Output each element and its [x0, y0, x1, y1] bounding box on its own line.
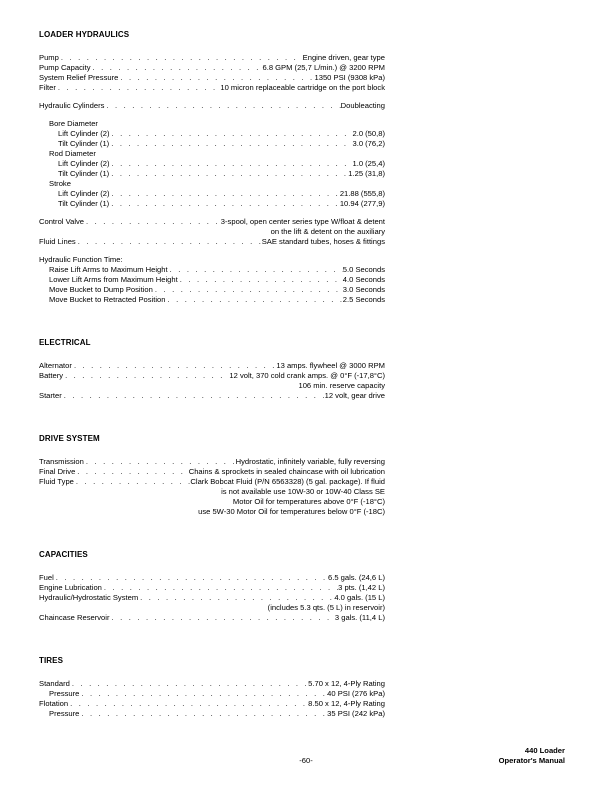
spec-row-standard-tire [39, 679, 385, 689]
leader-dots [76, 237, 262, 247]
spec-label: Lift Cylinder (2) [58, 189, 110, 198]
spec-value: Doubleacting [340, 101, 385, 110]
spec-label: Final Drive [39, 467, 76, 476]
section-heading-capacities: CAPACITIES [39, 550, 88, 559]
subheading-function-time: Hydraulic Function Time: [39, 255, 123, 264]
leader-dots [109, 169, 348, 179]
spec-value: 4.0 Seconds [342, 275, 385, 284]
spec-label: Engine Lubrication [39, 583, 102, 592]
spec-row-filter [39, 83, 385, 93]
spec-row-fuel [39, 573, 385, 583]
leader-dots [59, 53, 303, 63]
leader-dots [104, 101, 340, 111]
spec-value: Clark Bobcat Fluid (P/N 6563328) (5 gal. package). If fluid [190, 477, 385, 486]
spec-value: 2.5 Seconds [342, 295, 385, 304]
spec-row-fluid-type [39, 477, 385, 487]
subheading-rod-diameter: Rod Diameter [49, 149, 96, 158]
spec-row-hydraulic-system [39, 593, 385, 603]
spec-continuation: use 5W-30 Motor Oil for temperatures below 0°F (-18C) [198, 507, 385, 516]
spec-row-relief-pressure [39, 73, 385, 83]
spec-label: Flotation [39, 699, 69, 708]
leader-dots [109, 199, 340, 209]
spec-value: 1.25 (31,8) [348, 169, 385, 178]
spec-label: Transmission [39, 457, 84, 466]
loader-hydraulics-section [39, 53, 385, 305]
spec-label: Raise Lift Arms to Maximum Height [49, 265, 168, 274]
spec-label: Hydraulic/Hydrostatic System [39, 593, 139, 602]
manual-title-line-1: 440 Loader [524, 746, 565, 755]
spec-label: Hydraulic Cylinders [39, 101, 105, 110]
spec-continuation: Motor Oil for temperatures above 0°F (-18°C) [232, 497, 385, 506]
spec-value: 21.88 (555,8) [339, 189, 385, 198]
spec-row-starter [39, 391, 385, 401]
spec-row-battery [39, 371, 385, 381]
spec-value: 6.5 gals. (24,6 L) [328, 573, 385, 582]
spec-value: 40 PSI (276 kPa) [327, 689, 385, 698]
spec-row-pump [39, 53, 385, 63]
spec-row-pump-capacity [39, 63, 385, 73]
leader-dots [84, 217, 221, 227]
leader-dots [109, 613, 334, 623]
spec-row-chaincase [39, 613, 385, 623]
section-heading-electrical: ELECTRICAL [39, 338, 91, 347]
spec-row-fluid-lines [39, 237, 385, 247]
drive-system-section [39, 457, 385, 517]
spec-label: System Relief Pressure [39, 73, 119, 82]
leader-dots [75, 467, 188, 477]
tires-section [39, 679, 385, 719]
spec-label: Move Bucket to Retracted Position [49, 295, 166, 304]
spec-label: Starter [39, 391, 62, 400]
leader-dots [168, 265, 343, 275]
spec-label: Pressure [49, 689, 80, 698]
spec-value: Engine driven, gear type [302, 53, 385, 62]
spec-label: Pump [39, 53, 59, 62]
spec-row-raise-arms [39, 265, 385, 275]
spec-label: Fuel [39, 573, 54, 582]
spec-value: 5.70 x 12, 4-Ply Rating [308, 679, 385, 688]
spec-row-bucket-retract [39, 295, 385, 305]
leader-dots [109, 159, 352, 169]
subheading-stroke: Stroke [49, 179, 71, 188]
spec-row-engine-lubrication [39, 583, 385, 593]
spec-row-bore-tilt [39, 139, 385, 149]
electrical-section [39, 361, 385, 401]
spec-row-lower-arms [39, 275, 385, 285]
leader-dots [109, 139, 352, 149]
spec-row-control-valve [39, 217, 385, 227]
spec-row-rod-tilt [39, 169, 385, 179]
page-number: -60- [299, 756, 313, 765]
spec-value: 13 amps. flywheel @ 3000 RPM [276, 361, 385, 370]
spec-row-flotation-pressure [39, 709, 385, 719]
spec-row-stroke-lift [39, 189, 385, 199]
leader-dots [153, 285, 343, 295]
section-heading-tires: TIRES [39, 656, 64, 665]
spec-value: 3 gals. (11,4 L) [334, 613, 385, 622]
spec-value: 12 volt, gear drive [324, 391, 385, 400]
leader-dots [54, 573, 328, 583]
manual-title-line-2: Operator's Manual [498, 756, 565, 765]
spec-page [39, 30, 385, 719]
leader-dots [178, 275, 343, 285]
spec-value: 3-spool, open center series type W/float & detent [220, 217, 385, 226]
spec-row-transmission [39, 457, 385, 467]
spec-value: 6.8 GPM (25,7 L/min.) @ 3200 RPM [262, 63, 385, 72]
leader-dots [109, 189, 339, 199]
spec-label: Tilt Cylinder (1) [58, 169, 110, 178]
spec-value: 12 volt, 370 cold crank amps. @ 0°F (-17,8°C) [229, 371, 385, 380]
spec-label: Fluid Type [39, 477, 74, 486]
spec-value: 4.0 gals. (15 L) [334, 593, 385, 602]
spec-value: 5.0 Seconds [342, 265, 385, 274]
section-heading-drive-system: DRIVE SYSTEM [39, 434, 100, 443]
spec-row-bucket-dump [39, 285, 385, 295]
spec-row-standard-pressure [39, 689, 385, 699]
spec-label: Lift Cylinder (2) [58, 129, 110, 138]
leader-dots [84, 457, 236, 467]
spec-value: 10 micron replaceable cartridge on the port block [220, 83, 385, 92]
spec-label: Standard [39, 679, 70, 688]
leader-dots [63, 371, 229, 381]
spec-value: 35 PSI (242 kPa) [327, 709, 385, 718]
spec-value: 3 pts. (1,42 L) [338, 583, 385, 592]
spec-label: Chaincase Reservoir [39, 613, 110, 622]
spec-row-final-drive [39, 467, 385, 477]
leader-dots [79, 689, 327, 699]
spec-row-bore-lift [39, 129, 385, 139]
subheading-bore-diameter: Bore Diameter [49, 119, 98, 128]
leader-dots [102, 583, 338, 593]
spec-value: 2.0 (50,8) [352, 129, 385, 138]
spec-continuation: 106 min. reserve capacity [298, 381, 385, 390]
section-heading-loader-hydraulics: LOADER HYDRAULICS [39, 30, 130, 39]
spec-continuation: on the lift & detent on the auxiliary [270, 227, 385, 236]
spec-label: Battery [39, 371, 64, 380]
leader-dots [109, 129, 352, 139]
spec-label: Pump Capacity [39, 63, 91, 72]
capacities-section [39, 573, 385, 623]
spec-value: SAE standard tubes, hoses & fittings [261, 237, 385, 246]
leader-dots [70, 679, 308, 689]
leader-dots [72, 361, 276, 371]
leader-dots [138, 593, 334, 603]
spec-value: Hydrostatic, infinitely variable, fully reversing [235, 457, 385, 466]
spec-label: Tilt Cylinder (1) [58, 139, 110, 148]
spec-label: Lower Lift Arms from Maximum Height [49, 275, 178, 284]
manual-title [499, 746, 565, 766]
leader-dots [56, 83, 221, 93]
leader-dots [79, 709, 327, 719]
spec-value: Chains & sprockets in sealed chaincase with oil lubrication [188, 467, 385, 476]
leader-dots [166, 295, 343, 305]
spec-value: 10.94 (277,9) [339, 199, 385, 208]
spec-continuation: is not available use 10W-30 or 10W-40 Class SE [221, 487, 385, 496]
spec-label: Alternator [39, 361, 72, 370]
spec-row-alternator [39, 361, 385, 371]
spec-row-hydraulic-cylinders [39, 101, 385, 111]
spec-label: Tilt Cylinder (1) [58, 199, 110, 208]
spec-label: Lift Cylinder (2) [58, 159, 110, 168]
spec-value: 3.0 (76,2) [352, 139, 385, 148]
spec-row-flotation-tire [39, 699, 385, 709]
spec-label: Pressure [49, 709, 80, 718]
spec-value: 3.0 Seconds [342, 285, 385, 294]
spec-value: 8.50 x 12, 4-Ply Rating [308, 699, 385, 708]
leader-dots [118, 73, 314, 83]
leader-dots [91, 63, 263, 73]
spec-row-stroke-tilt [39, 199, 385, 209]
leader-dots [74, 477, 191, 487]
leader-dots [68, 699, 308, 709]
spec-label: Fluid Lines [39, 237, 76, 246]
spec-continuation: (includes 5.3 qts. (5 L) in reservoir) [267, 603, 385, 612]
spec-value: 1.0 (25,4) [352, 159, 385, 168]
spec-value: 1350 PSI (9308 kPa) [314, 73, 385, 82]
spec-label: Move Bucket to Dump Position [49, 285, 153, 294]
leader-dots [62, 391, 325, 401]
spec-label: Filter [39, 83, 56, 92]
spec-label: Control Valve [39, 217, 85, 226]
spec-row-rod-lift [39, 159, 385, 169]
